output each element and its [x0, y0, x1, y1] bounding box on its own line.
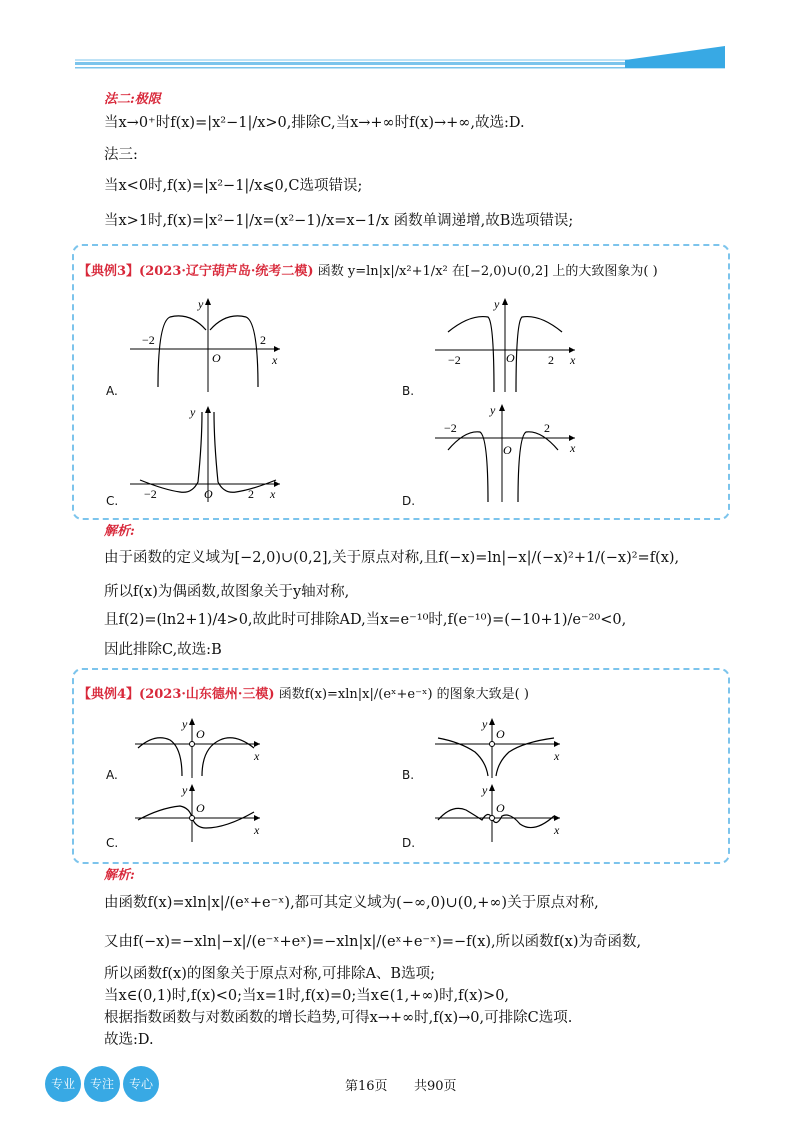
example3-question: 函数 y=ln|x|/x²+1/x² 在[−2,0)∪(0,2] 上的大致图象为( )	[317, 264, 658, 279]
ex3b-y-label: y	[494, 297, 500, 311]
ex4c-x-label: x	[254, 823, 260, 837]
ex4b-origin: O	[496, 727, 505, 741]
ex3b-pos-tick: 2	[548, 353, 554, 367]
ex3-graph-b	[430, 292, 600, 402]
ex3-graph-d	[430, 402, 600, 507]
solution4-line2: 又由f(−x)=−xln|−x|/(e⁻ˣ+eˣ)=−xln|x|/(eˣ+e⁻ˣ)=−f(x),所以函数f(x)为奇函数,	[104, 934, 642, 950]
method-two-line: 当x→0⁺时f(x)=|x²−1|/x>0,排除C,当x→+∞时f(x)→+∞,故选:D.	[104, 115, 525, 131]
ex3a-x-label: x	[272, 353, 278, 367]
ex3-option-c[interactable]: C.	[106, 494, 119, 508]
ex3a-pos-tick: 2	[260, 333, 266, 347]
ex4c-origin: O	[196, 801, 205, 815]
method-three-line2: 当x>1时,f(x)=|x²−1|/x=(x²−1)/x=x−1/x 函数单调递增,故B选项错误;	[104, 213, 574, 229]
ex3-graph-a	[120, 292, 290, 402]
ex3b-neg-tick: −2	[448, 353, 461, 367]
ex3d-neg-tick: −2	[444, 421, 457, 435]
ex4a-origin: O	[196, 727, 205, 741]
page-total: 共90页	[414, 1079, 457, 1094]
page-number: 第16页	[345, 1079, 388, 1094]
ex3c-pos-tick: 2	[248, 487, 254, 501]
ex4c-y-label: y	[182, 784, 188, 797]
solution4-line5: 根据指数函数与对数函数的增长趋势,可得x→+∞时,f(x)→0,可排除C选项.	[104, 1010, 573, 1026]
ex3b-origin: O	[506, 351, 515, 365]
ex4d-y-label: y	[482, 784, 488, 797]
ex4-option-c[interactable]: C.	[106, 836, 119, 850]
solution3-line2: 所以f(x)为偶函数,故图象关于y轴对称,	[104, 584, 350, 600]
ex3-graph-c	[120, 402, 290, 507]
solution4-line3: 所以函数f(x)的图象关于原点对称,可排除A、B选项;	[104, 966, 435, 982]
header-bar	[0, 40, 800, 80]
ex4-graph-a	[130, 718, 270, 780]
method-three-heading: 法三:	[104, 147, 138, 163]
ex4a-x-label: x	[254, 749, 260, 763]
solution3-line4: 因此排除C,故选:B	[104, 642, 222, 658]
example4-question: 函数f(x)=xln|x|/(eˣ+e⁻ˣ) 的图象大致是( )	[278, 687, 529, 702]
example3-title	[78, 262, 658, 282]
example4-title	[78, 685, 529, 705]
ex4-option-a[interactable]: A.	[106, 768, 118, 782]
ex4a-y-label: y	[182, 718, 188, 731]
solution3-label: 解析:	[104, 524, 135, 539]
ex4-graph-c	[130, 784, 270, 844]
ex3-option-b[interactable]: B.	[402, 384, 415, 398]
solution4-line1: 由函数f(x)=xln|x|/(eˣ+e⁻ˣ),都可其定义域为(−∞,0)∪(0,+∞)关于原点对称,	[104, 895, 599, 911]
solution4-label: 解析:	[104, 868, 135, 883]
ex3b-x-label: x	[570, 353, 576, 367]
ex4b-y-label: y	[482, 718, 488, 731]
ex3c-neg-tick: −2	[144, 487, 157, 501]
ex4-graph-d	[430, 784, 570, 844]
example4-source: (2023·山东德州·三模)	[139, 687, 275, 702]
ex3d-origin: O	[503, 443, 512, 457]
ex3-option-a[interactable]: A.	[106, 384, 118, 398]
ex4d-x-label: x	[554, 823, 560, 837]
method-two-heading: 法二:极限	[104, 92, 161, 107]
badge-zhuanzhu: 专注	[84, 1066, 120, 1102]
example4-tag: 【典例4】	[78, 687, 140, 702]
ex3a-y-label: y	[198, 297, 204, 311]
ex4-option-b[interactable]: B.	[402, 768, 415, 782]
solution4-line6: 故选:D.	[104, 1032, 154, 1048]
method-three-line1: 当x<0时,f(x)=|x²−1|/x⩽0,C选项错误;	[104, 178, 363, 194]
ex3c-x-label: x	[270, 487, 276, 501]
badge-zhuanye: 专业	[45, 1066, 81, 1102]
ex4d-origin: O	[496, 801, 505, 815]
ex3a-neg-tick: −2	[142, 333, 155, 347]
ex3d-x-label: x	[570, 441, 576, 455]
ex3d-y-label: y	[490, 403, 496, 417]
solution3-line1: 由于函数的定义域为[−2,0)∪(0,2],关于原点对称,且f(−x)=ln|−x|/(−x)²+1/(−x)²=f(x),	[104, 550, 680, 566]
example3-tag: 【典例3】	[78, 264, 140, 279]
ex3d-pos-tick: 2	[544, 421, 550, 435]
ex4-option-d[interactable]: D.	[402, 836, 416, 850]
ex4b-x-label: x	[554, 749, 560, 763]
ex3c-y-label: y	[190, 405, 196, 419]
solution3-line3: 且f(2)=(ln2+1)/4>0,故此时可排除AD,当x=e⁻¹⁰时,f(e⁻¹⁰)=(−10+1)/e⁻²⁰<0,	[104, 612, 627, 628]
solution4-line4: 当x∈(0,1)时,f(x)<0;当x=1时,f(x)=0;当x∈(1,+∞)时,f(x)>0,	[104, 988, 510, 1004]
ex3a-origin: O	[212, 351, 221, 365]
ex3c-origin: O	[204, 487, 213, 501]
example3-source: (2023·辽宁葫芦岛·统考二模)	[139, 264, 314, 279]
ex4-graph-b	[430, 718, 570, 780]
badge-zhuanxin: 专心	[123, 1066, 159, 1102]
ex3-option-d[interactable]: D.	[402, 494, 416, 508]
